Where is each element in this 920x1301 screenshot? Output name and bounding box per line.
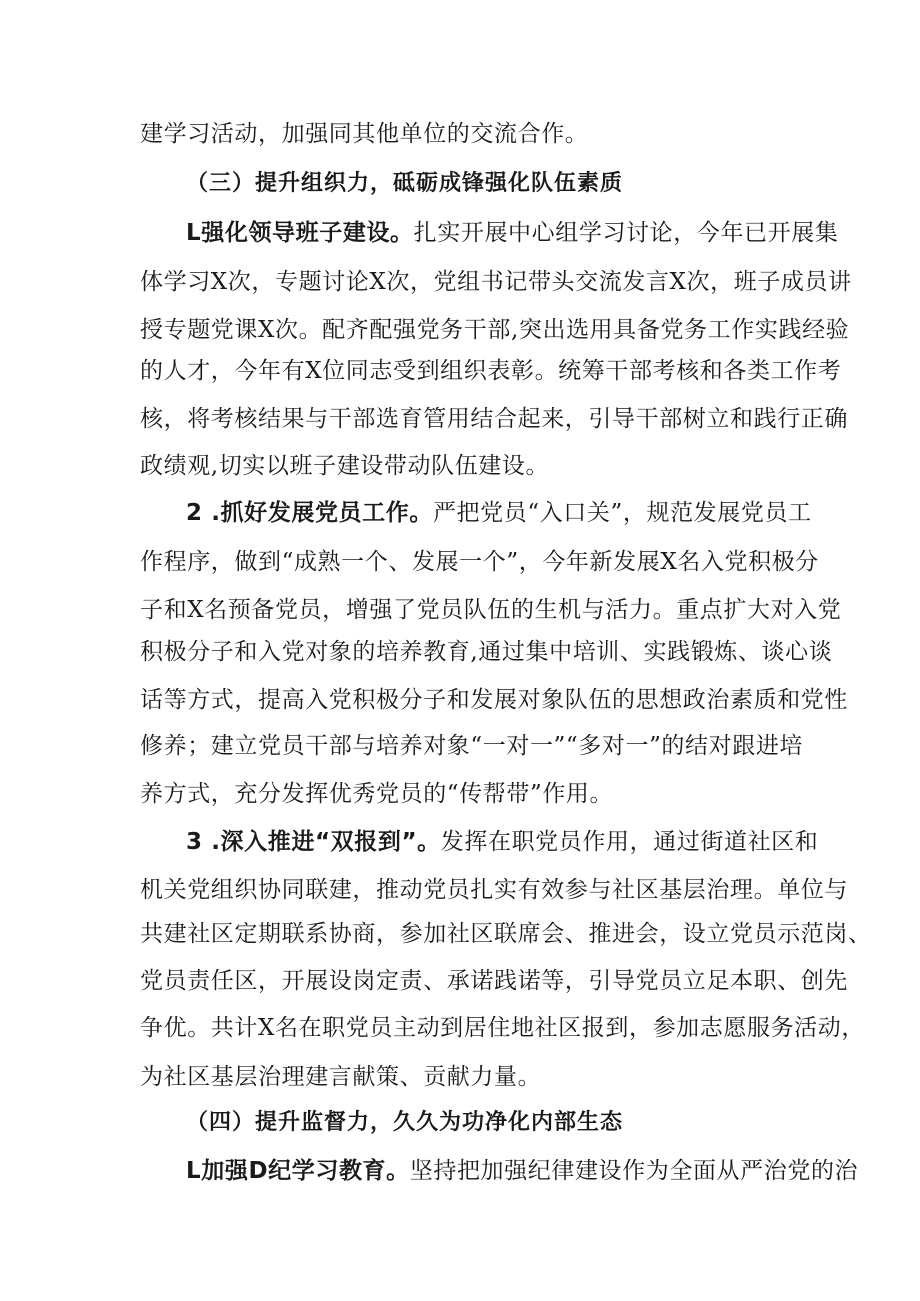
paragraph-line: 的人才，今年有X位同志受到组织表彰。统筹干部考核和各类工作考 — [140, 358, 842, 384]
paragraph-line: 政绩观,切实以班子建设带动队伍建设。 — [140, 453, 550, 479]
paragraph-line: 党员责任区，开展设岗定责、承诺践诺等，引导党员立足本职、创先 — [140, 968, 848, 994]
paragraph-line: 建学习活动，加强同其他单位的交流合作。 — [140, 121, 589, 147]
paragraph-line: 作程序，做到“成熟一个、发展一个”，今年新发展X名入党积极分 — [140, 549, 819, 575]
paragraph-line — [186, 826, 819, 858]
section-heading-4: （四）提升监督力，久久为功净化内部生态 — [186, 1110, 624, 1135]
line-text: 坚持把加强纪律建设作为全面从严治党的治 — [409, 1158, 859, 1184]
line-text: 扎实开展中心组学习讨论，今年已开展集 — [413, 220, 839, 246]
paragraph-line — [186, 217, 839, 249]
paragraph-line: 争优。共计X名在职党员主动到居住地社区报到，参加志愿服务活动， — [140, 1015, 865, 1041]
section-heading-3: （三）提升组织力，砥砺成锋强化队伍素质 — [186, 171, 624, 196]
item-lead: 2 .抓好发展党员工作。 — [186, 500, 433, 526]
paragraph-line: 积极分子和入党对象的培养教育,通过集中培训、实践锻炼、谈心谈 — [140, 639, 833, 665]
paragraph-line: 共建社区定期联系协商，参加社区联席会、推进会，设立党员示范岗、 — [140, 921, 872, 947]
item-lead: L加强D纪学习教育。 — [186, 1158, 410, 1184]
paragraph-line: 授专题党课X次。配齐配强党务干部,突出选用具备党务工作实践经验 — [140, 317, 850, 343]
line-text: 发挥在职党员作用，通过街道社区和 — [440, 829, 819, 855]
paragraph-line: 核，将考核结果与干部选育管用结合起来，引导干部树立和践行正确 — [140, 406, 848, 432]
item-lead: L强化领导班子建设。 — [186, 220, 414, 246]
line-text: 严把党员“入口关”，规范发展党员工 — [432, 500, 812, 526]
paragraph-line: 机关党组织协同联建，推动党员扎实有效参与社区基层治理。单位与 — [140, 877, 848, 903]
paragraph-line: 话等方式，提高入党积极分子和发展对象队伍的思想政治素质和党性 — [140, 687, 848, 713]
paragraph-line: 子和X名预备党员，增强了党员队伍的生机与活力。重点扩大对入党 — [140, 597, 842, 623]
item-lead: 3 .深入推进“双报到”。 — [186, 829, 441, 855]
paragraph-line — [186, 497, 812, 529]
paragraph-line: 体学习X次，专题讨论X次，党组书记带头交流发言X次，班子成员讲 — [140, 269, 852, 295]
paragraph-line: 修养；建立党员干部与培养对象“一对一”“多对一”的结对跟进培 — [140, 733, 804, 759]
paragraph-line: 养方式，充分发挥优秀党员的“传帮带”作用。 — [140, 781, 614, 807]
paragraph-line: 为社区基层治理建言献策、贡献力量。 — [140, 1064, 542, 1090]
paragraph-line — [186, 1155, 859, 1187]
